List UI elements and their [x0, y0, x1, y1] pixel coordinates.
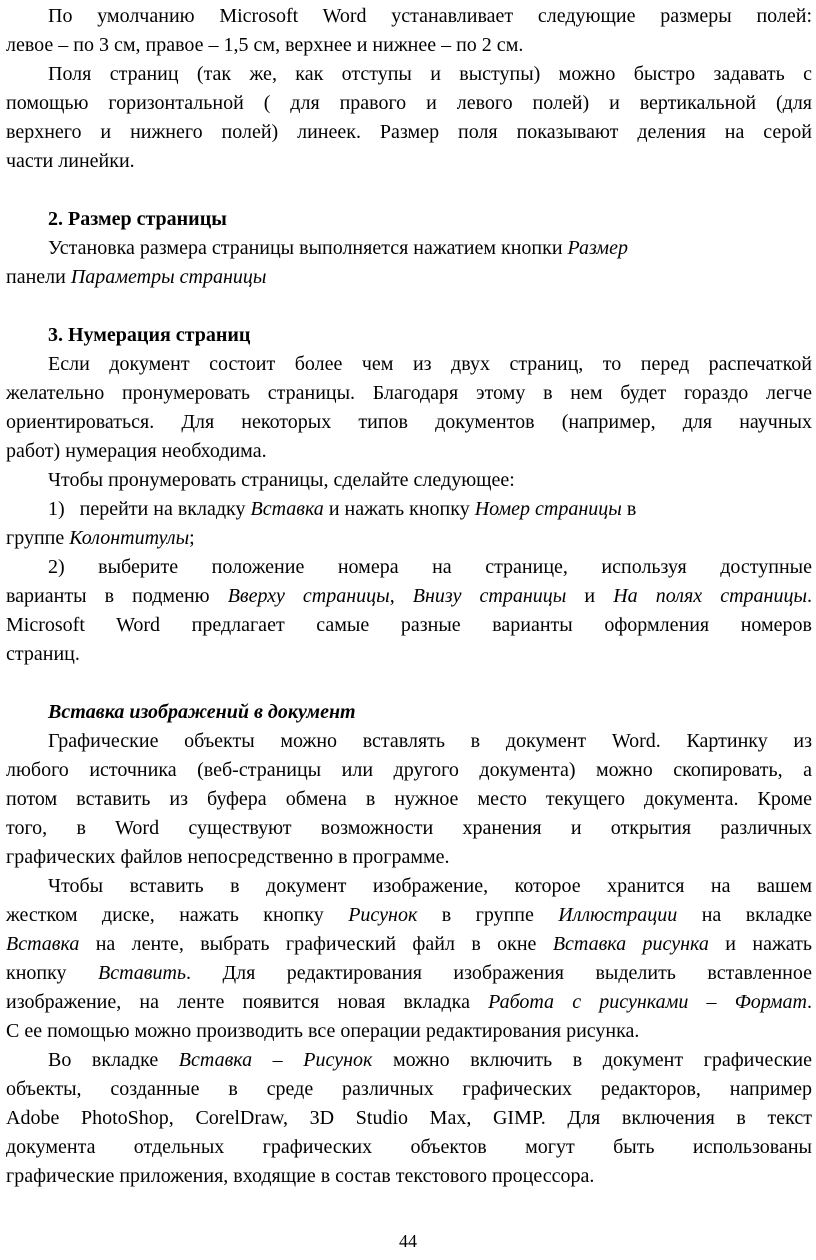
text-line: желательно пронумеровать страницы. Благодаря этому в нем будет гораздо легче	[6, 382, 812, 404]
italic-term: Внизу страницы	[412, 585, 567, 607]
text-line: По умолчанию Microsoft Word устанавливает следующие размеры полей:	[48, 5, 812, 27]
italic-term: Вставка	[6, 933, 80, 955]
text-run: на ленте, выбрать графический файл в окне	[79, 933, 553, 955]
spacer	[6, 176, 812, 205]
italic-term: Параметры страницы	[70, 266, 267, 288]
text-line: графические приложения, входящие в состав текстового процессора.	[6, 1165, 595, 1187]
text-line: любого источника (веб-страницы или другого документа) можно скопировать, а	[6, 759, 812, 781]
text-line: Поля страниц (так же, как отступы и выступы) можно быстро задавать с	[48, 63, 812, 85]
spacer	[6, 669, 812, 698]
text-line: Microsoft Word предлагает самые разные варианты оформления номеров	[6, 614, 812, 636]
text-line	[6, 582, 812, 611]
text-run: на вкладке	[677, 904, 812, 926]
text-line: верхнего и нижнего полей) линеек. Размер поля показывают деления на серой	[6, 121, 812, 143]
text-line: помощью горизонтальной ( для правого и левого полей) и вертикальной (для	[6, 92, 812, 114]
italic-term: Вставка рисунка	[552, 933, 709, 955]
text-run: в группе	[417, 904, 559, 926]
spacer	[6, 292, 812, 321]
paragraph-margins-rulers	[6, 60, 812, 176]
text-run: группе	[6, 527, 70, 549]
italic-term: Размер	[567, 237, 628, 259]
text-line: ориентироваться. Для некоторых типов документов (например, для научных	[6, 411, 812, 433]
text-run: кнопку	[6, 962, 99, 984]
text-line: Если документ состоит более чем из двух страниц, то перед распечаткой	[48, 353, 812, 375]
text-line: С ее помощью можно производить все операции редактирования рисунка.	[6, 1020, 640, 1042]
italic-term: Вставка	[250, 498, 324, 520]
text-line: части линейки.	[6, 150, 135, 172]
text-line: 2) выберите положение номера на странице, используя доступные	[48, 556, 812, 578]
text-run: . Для редактирования изображения выделить вставленное	[186, 962, 813, 984]
text-run: и нажать	[708, 933, 812, 955]
text-run: жестком диске, нажать кнопку	[6, 904, 349, 926]
text-line	[6, 495, 812, 524]
italic-term: Рисунок	[348, 904, 418, 926]
text-line: Графические объекты можно вставлять в документ Word. Картинку из	[48, 730, 812, 752]
text-line: графических файлов непосредственно в программе.	[6, 846, 450, 868]
paragraph-page-size	[6, 234, 812, 292]
text-run: .	[807, 585, 813, 607]
text-run: 1) перейти на вкладку	[48, 498, 251, 520]
text-line: Чтобы вставить в документ изображение, которое хранится на вашем	[48, 875, 812, 897]
text-line: страниц.	[6, 643, 80, 665]
text-run: и	[566, 585, 614, 607]
text-run: ;	[189, 527, 195, 549]
text-run: и нажать кнопку	[323, 498, 475, 520]
text-run: .	[807, 991, 812, 1013]
list-item-step-2	[6, 553, 812, 669]
italic-term: Работа с рисунками – Формат	[488, 991, 807, 1013]
text-run: панели	[6, 266, 71, 288]
text-line	[6, 988, 812, 1017]
text-line	[6, 959, 812, 988]
page-body	[6, 2, 812, 1191]
text-line	[6, 930, 812, 959]
section-heading-page-numbering: 3. Нумерация страниц	[48, 324, 251, 346]
page-number: 44	[399, 1231, 417, 1251]
text-line: левое – по 3 см, правое – 1,5 см, верхнее и нижнее – по 2 см.	[6, 34, 524, 56]
paragraph-numbering-intro	[6, 350, 812, 466]
italic-term: Иллюстрации	[558, 904, 678, 926]
section-heading-page-size: 2. Размер страницы	[48, 208, 227, 230]
text-run: ,	[389, 585, 413, 607]
italic-term: Колонтитулы	[69, 527, 190, 549]
text-line: потом вставить из буфера обмена в нужное место текущего документа. Кроме	[6, 788, 812, 810]
text-run: варианты в подменю	[6, 585, 228, 607]
text-run: изображение, на ленте появится новая вкладка	[6, 991, 489, 1013]
text-line: Adobe PhotoShop, CorelDraw, 3D Studio Max, GIMP. Для включения в текст	[6, 1107, 812, 1129]
text-line: того, в Word существуют возможности хранения и открытия различных	[6, 817, 812, 839]
text-line: документа отдельных графических объектов могут быть использованы	[6, 1136, 812, 1158]
section-heading-insert-images: Вставка изображений в документ	[48, 701, 356, 723]
text-line: объекты, созданные в среде различных графических редакторов, например	[6, 1078, 812, 1100]
list-item-step-1	[6, 495, 812, 553]
text-run: можно включить в документ графические	[372, 1049, 812, 1071]
text-run: Установка размера страницы выполняется нажатием кнопки	[48, 237, 568, 259]
text-run: Во вкладке	[48, 1049, 179, 1071]
paragraph-insert-drawing	[6, 1046, 812, 1191]
text-line	[6, 1046, 812, 1075]
italic-term: Вставка – Рисунок	[178, 1049, 373, 1071]
text-line	[6, 524, 812, 553]
paragraph-graphic-objects	[6, 727, 812, 872]
paragraph-numbering-steps-intro: Чтобы пронумеровать страницы, сделайте следующее:	[48, 469, 515, 491]
paragraph-default-margins	[6, 2, 812, 60]
text-line	[6, 901, 812, 930]
text-run: в	[621, 498, 637, 520]
italic-term: Номер страницы	[474, 498, 622, 520]
paragraph-insert-picture	[6, 872, 812, 1046]
text-line	[6, 234, 812, 263]
italic-term: Вверху страницы	[227, 585, 390, 607]
text-line: работ) нумерация необходима.	[6, 440, 267, 462]
text-line	[6, 263, 812, 292]
italic-term: На полях страницы	[613, 585, 808, 607]
italic-term: Вставить	[98, 962, 187, 984]
